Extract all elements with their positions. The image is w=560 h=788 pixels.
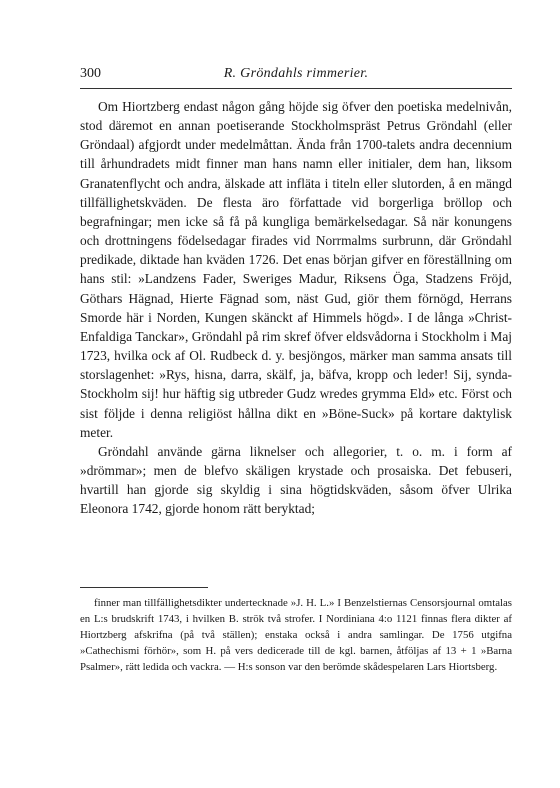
page-header [80,66,512,86]
body-paragraph: Gröndahl använde gärna liknelser och allegorier, t. o. m. i form af »drömmar»; men de blefvo skäligen krystade och prosaiska. Det febuseri, hvartill han gjorde sig skyldig i sina högtidskväden, såsom öfver Ulrika Eleonora 1742, gjorde honom rätt beryktad; [80,443,512,517]
running-title: R. Gröndahls rimmerier. [223,66,369,81]
footnote-rule [80,587,208,588]
body-text [80,97,512,518]
body-paragraph: Om Hiortzberg endast någon gång höjde sig öfver den poetiska medelnivån, stod däremot en annan poetiserande Stockholmspräst Petrus Gröndahl (eller Gröndaal) afgjordt under medelmåttan. Ända från 1700-talets andra decennium till århundradets midt finner man hans namn eller initialer, dem han, liksom Granatenflycht och andra, älskade att infläta i titeln eller slutorden, å en mängd tillfällighetskväden. De flesta äro författade vid borgerliga bröllop och begrafningar; men icke så få på kungliga bemärkelsedagar. Så när konungens och drottningens födelsedagar firades vid Norrmalms surbrunn, där Gröndahl predikade, diktade han kväden 1726. Det enas början gifver en föreställning om hans stil: »Landzens Fader, Sweriges Madur, Riksens Öga, Stadzens Fröjd, Göthars Hägnad, Hierte Fägnad som, näst Gud, giör them förnögd, Herrans Smorde här i Norden, Kungen skänckt af Himmels högd». I de långa »Christ-Enfaldiga Tanckar», Gröndahl på rim skref öfver eldsvådorna i Stockholm i Maj 1723, hvilka ock af Ol. Rudbeck d. y. besjöngos, märker man samma ansats till storslagenhet: »Rys, hisna, darra, skälf, ja, bäfva, kropp och leder! Sij, synda-Stockholm sij! hur häftig sig utbreder Gudz wredes grymma Eld» etc. Först och sist följde i denna religiöst hållna dikt en »Böne-Suck» på kortare daktylisk meter. [80,99,512,440]
footnote: finner man tillfällighetsdikter undertecknade »J. H. L.» I Benzelstiernas Censorsjournal omtalas en L:s brudskrift 1743, i hvilken B. strök två strofer. I Nordiniana 4:o 1121 finnas flera dikter af Hiortzberg afskrifna (på två ställen); enstaka också i andra samlingar. De 1756 utgifna »Cathechismi förhör», som H. på vers dedicerade till de kgl. barnen, åtföljas af 13 + 1 »Barna Psalmer», rätt ledida och vackra. — H:s sonson var den berömde skådespelaren Lars Hiortsberg. [80,597,512,674]
page-number: 300 [80,66,101,81]
header-rule [80,88,512,89]
